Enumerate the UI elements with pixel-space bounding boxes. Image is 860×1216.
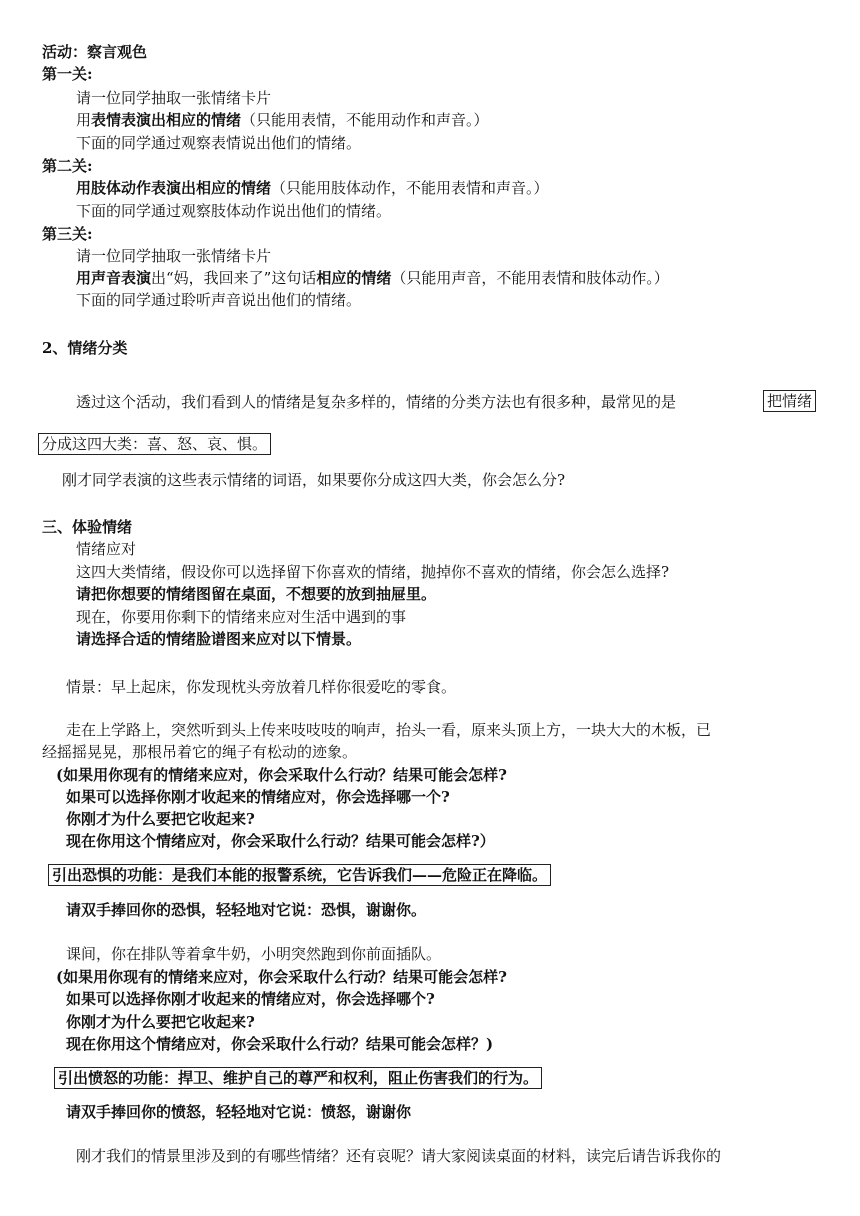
fear-thanks: 请双手捧回你的恐惧，轻轻地对它说：恐惧，谢谢你。 <box>66 901 427 919</box>
anger-function-box: 引出愤怒的功能：捍卫、维护自己的尊严和权利，阻止伤害我们的行为。 <box>54 1067 542 1089</box>
scene-b-line: 课间，你在排队等着拿牛奶，小明突然跑到你前面插队。 <box>66 945 442 963</box>
level2-line1-post: （只能用肢体动作，不能用表情和声音。） <box>271 179 549 197</box>
fear-function-box: 引出恐惧的功能：是我们本能的报警系统，它告诉我们——危险正在降临。 <box>48 864 551 886</box>
level2-heading: 第二关: <box>42 157 93 175</box>
q2-line1: (如果用你现有的情绪来应对，你会采取什么行动？结果可能会怎样? <box>56 968 507 986</box>
level3-line2 <box>76 268 669 288</box>
level1-line3: 下面的同学通过观察表情说出他们的情绪。 <box>76 134 362 152</box>
scene-a-line2: 经摇摇晃晃，那根吊着它的绳子有松动的迹象。 <box>42 743 358 761</box>
q2-line4: 现在你用这个情绪应对，你会采取什么行动？结果可能会怎样？) <box>66 1035 494 1053</box>
level2-line2: 下面的同学通过观察肢体动作说出他们的情绪。 <box>76 202 392 220</box>
scene-text: 情景：早上起床，你发现枕头旁放着几样你很爱吃的零食。 <box>66 678 457 696</box>
level3-line3: 下面的同学通过聆听声音说出他们的情绪。 <box>76 291 362 309</box>
anger-thanks: 请双手捧回你的愤怒，轻轻地对它说：愤怒，谢谢你 <box>66 1103 412 1121</box>
level3-line2-bold1: 用声音表演 <box>76 269 152 287</box>
section3-sub: 情绪应对 <box>76 540 137 558</box>
level1-line1: 请一位同学抽取一张情绪卡片 <box>76 89 272 107</box>
section3-heading: 三、体验情绪 <box>42 518 133 536</box>
section2-para2: 刚才同学表演的这些表示情绪的词语，如果要你分成这四大类，你会怎么分? <box>62 471 566 489</box>
section2-box-part2: 分成这四大类：喜、怒、哀、惧。 <box>38 433 271 455</box>
q1-line1: (如果用你现有的情绪来应对，你会采取什么行动？结果可能会怎样? <box>56 766 507 784</box>
section3-line3: 现在，你要用你剩下的情绪来应对生活中遇到的事 <box>76 608 407 626</box>
level1-heading: 第一关: <box>42 65 93 83</box>
level3-line1: 请一位同学抽取一张情绪卡片 <box>76 247 272 265</box>
level1-line2-pre: 用 <box>76 111 92 129</box>
q1-line3: 你刚才为什么要把它收起来? <box>66 810 255 828</box>
level2-line1 <box>76 178 549 198</box>
section2-box-part1: 把情绪 <box>763 390 816 412</box>
level1-line2 <box>76 110 489 130</box>
level3-heading: 第三关: <box>42 225 93 243</box>
q1-line2: 如果可以选择你刚才收起来的情绪应对，你会选择哪一个? <box>66 788 450 806</box>
q2-line3: 你刚才为什么要把它收起来? <box>66 1013 255 1031</box>
section3-line4: 请选择合适的情绪脸谱图来应对以下情景。 <box>76 630 362 648</box>
level3-line2-bold2: 相应的情绪 <box>316 269 392 287</box>
level3-line2-mid: 出“妈，我回来了”这句话 <box>151 269 317 287</box>
scene-a-line1: 走在上学路上，突然听到头上传来吱吱吱的响声，抬头一看，原来头顶上方，一块大大的木板，已 <box>66 721 712 739</box>
activity-title: 活动：察言观色 <box>42 43 148 61</box>
level1-line2-bold: 表情表演出相应的情绪 <box>91 111 242 129</box>
q2-line2: 如果可以选择你刚才收起来的情绪应对，你会选择哪个? <box>66 990 435 1008</box>
last-paragraph: 刚才我们的情景里涉及到的有哪些情绪？还有哀呢？请大家阅读桌面的材料，读完后请告诉我你的 <box>76 1147 722 1165</box>
section3-line1: 这四大类情绪，假设你可以选择留下你喜欢的情绪，抛掉你不喜欢的情绪，你会怎么选择? <box>76 563 670 581</box>
level1-line2-post: （只能用表情，不能用动作和声音。） <box>241 111 489 129</box>
section3-line2: 请把你想要的情绪图留在桌面，不想要的放到抽屉里。 <box>76 585 437 603</box>
section2-para1-a: 透过这个活动，我们看到人的情绪是复杂多样的，情绪的分类方法也有很多种，最常见的是 <box>76 393 677 411</box>
section2-heading: 2、情绪分类 <box>42 339 128 357</box>
level3-line2-post: （只能用声音，不能用表情和肢体动作。） <box>391 269 669 287</box>
level2-line1-bold: 用肢体动作表演出相应的情绪 <box>76 179 272 197</box>
q1-line4: 现在你用这个情绪应对，你会采取什么行动？结果可能会怎样?） <box>66 832 495 850</box>
